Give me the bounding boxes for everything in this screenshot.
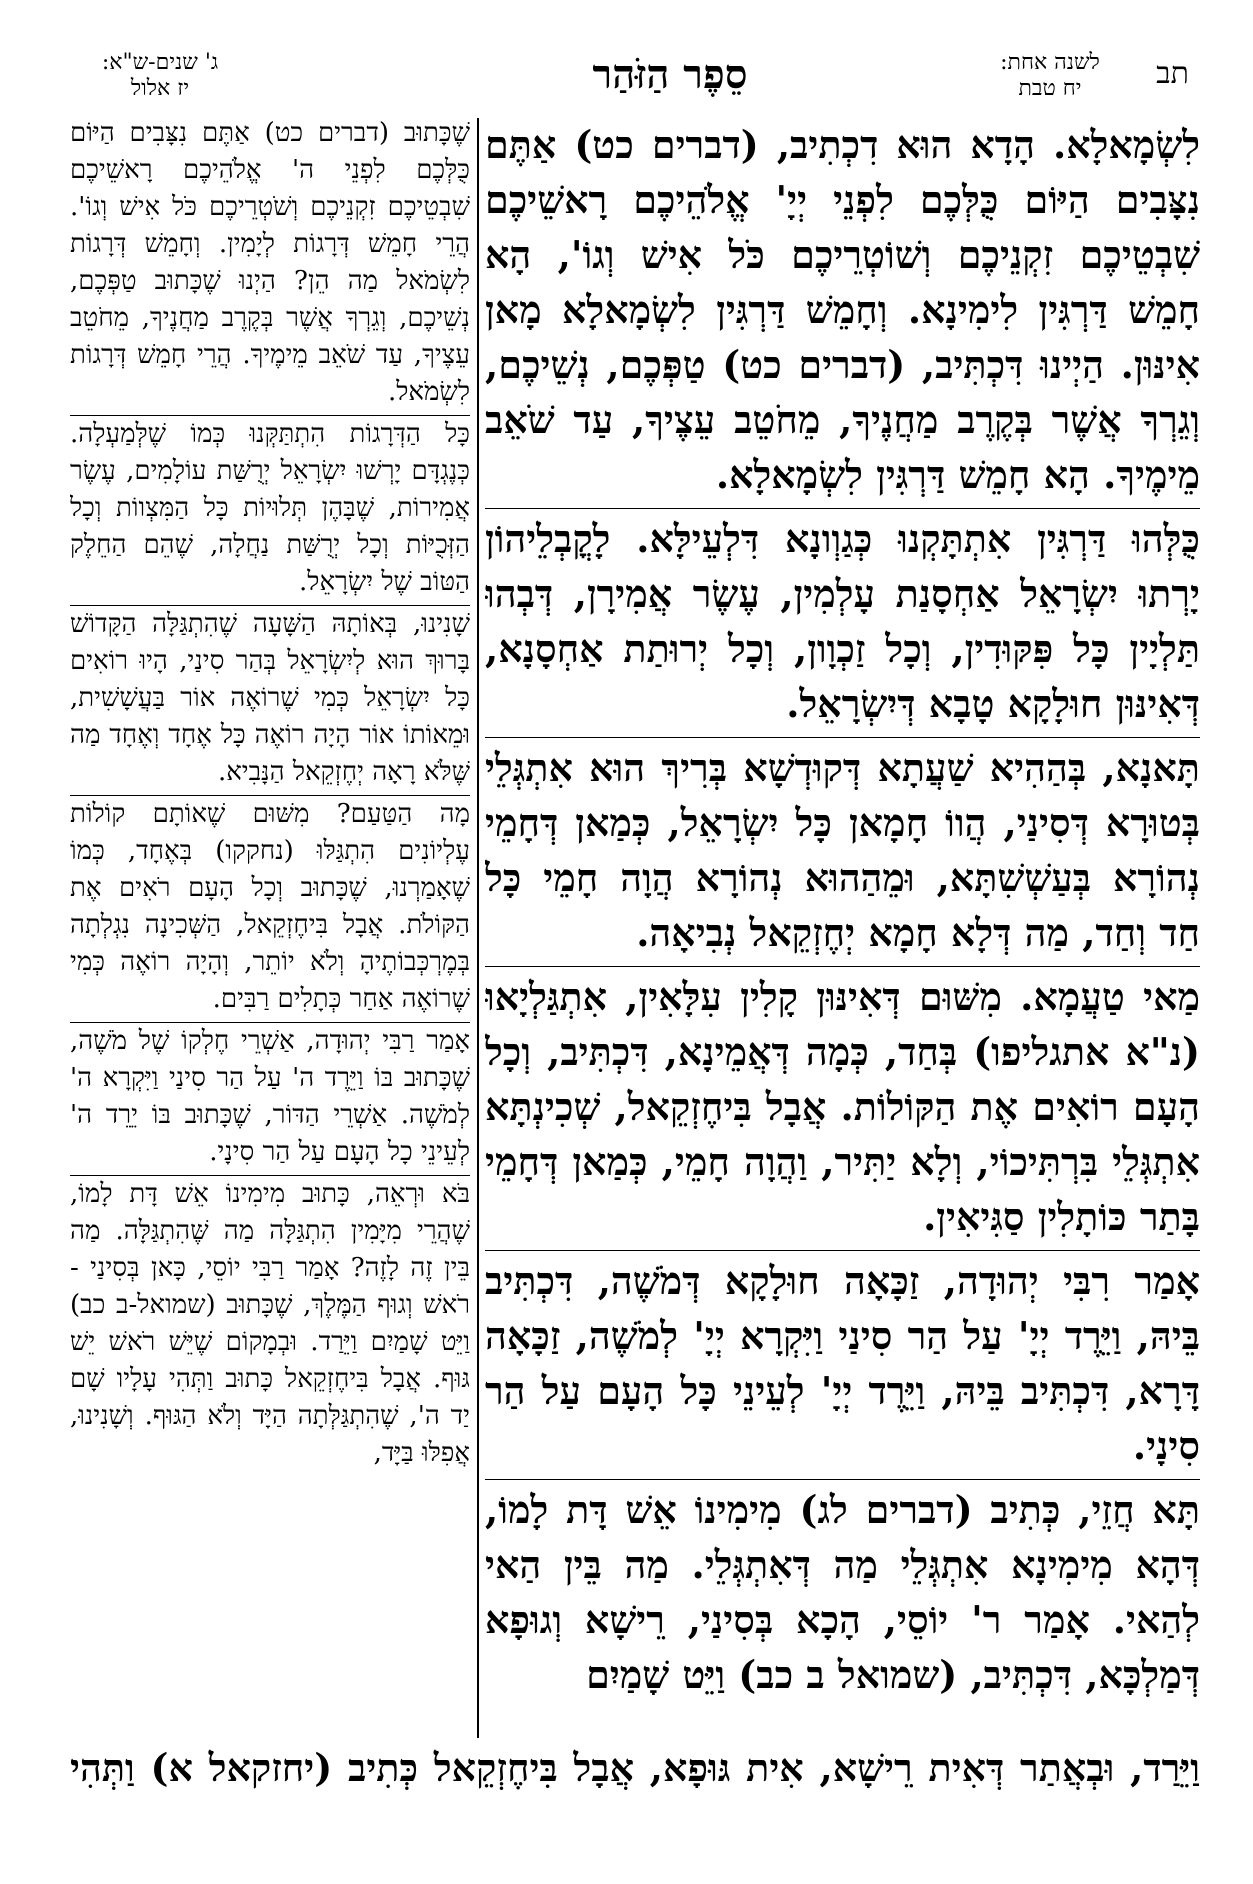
schedule-one-year-date: יח טבת	[1018, 76, 1082, 101]
translation-paragraph: שָׁנִינוּ, בְּאוֹתָהּ הַשָּׁעָה שֶׁהִתְגַּלָּה הַקָּדוֹשׁ בָּרוּךְ הוּא לְיִשְׂרָאֵל בְּהַר סִינַי, הָיוּ רוֹאִים כָּל יִשְׂרָאֵל כְּמִי שֶׁרוֹאֶה אוֹר בַּעֲשָׁשִׁית, וּמֵאוֹתוֹ אוֹר הָיָה רוֹאֶה כָּל אֶחָד וְאֶחָד מַה שֶּׁלֹּא רָאָה יְחֶזְקֵאל הַנָּבִיא.	[70, 606, 470, 796]
schedule-one-year	[980, 50, 1120, 102]
aramaic-paragraph: לִשְׂמָאלָא. הָדָא הוּא דִכְתִיב, (דברים כט) אַתֶּם נִצָּבִים הַיּוֹם כֻּלְּכֶם לִפְנֵי יְיָ' אֱלֹהֵיכֶם רָאשֵׁיכֶם שִׁבְטֵיכֶם זִקְנֵיכֶם וְשׁוֹטְרֵיכֶם כֹּל אִישׁ וְגוֹ', הָא חָמֵשׁ דַּרְגִּין לִימִינָא. וְחָמֵשׁ דַּרְגִּין לִשְׂמָאלָא מָאן אִינּוּן. הַיְינוּ דִּכְתִּיב, (דברים כט) טַפְּכֶם, נְשֵׁיכֶם, וְגֵרְךָ אֲשֶׁר בְּקֶרֶב מַחֲנֶיךָ, מֵחֹטֵב עֵצֶיךָ, עַד שֹׁאֵב מֵימֶיךָ. הָא חָמֵשׁ דַּרְגִּין לִשְׂמָאלָא.	[485, 115, 1200, 509]
schedule-three-years	[70, 50, 250, 102]
column-divider	[477, 118, 479, 1738]
aramaic-paragraph: תָּאנָא, בְּהַהִיא שַׁעֲתָא דְּקוּדְשָׁא בְּרִיךְ הוּא אִתְגְּלֵי בְּטוּרָא דְּסִינַי, הֲווֹ חָמָאן כָּל יִשְׂרָאֵל, כְּמַאן דְּחָמֵי נְהוֹרָא בְּעַשְׁשִׁתָּא, וּמֵהַהוּא נְהוֹרָא הֲוָה חָמֵי כָּל חַד וְחַד, מַה דְּלָא חָמָא יְחֶזְקֵאל נְבִיאָה.	[485, 738, 1200, 967]
translation-paragraph: מָה הַטַּעַם? מִשּׁוּם שֶׁאוֹתָם קוֹלוֹת עֶלְיוֹנִים הִתְגַּלּוּ (נחקקו) בְּאֶחָד, כְּמוֹ שֶׁאָמַרְנוּ, שֶׁכָּתוּב וְכָל הָעָם רֹאִים אֶת הַקּוֹלֹת. אֲבָל בִּיחֶזְקֵאל, הַשְּׁכִינָה נִגְלְתָה בְּמֶרְכְּבוֹתֶיהָ וְלֹא יוֹתֵר, וְהָיָה רוֹאֶה כְּמִי שֶׁרוֹאֶה אַחַר כְּתָלִים רַבִּים.	[70, 796, 470, 1023]
schedule-one-year-label: לשנה אחת:	[1000, 50, 1100, 75]
aramaic-paragraph: כֻּלְּהוּ דַּרְגִּין אִתְתָּקְנוּ כְּגַוְונָא דִּלְעֵילָּא. לָקֳבְלֵיהוֹן יָרְתוּ יִשְׂרָאֵל אַחְסָנַת עָלְמִין, עֶשֶׂר אֲמִירָן, דְּבְהוּ תַּלְיָין כָּל פִּקּוּדִין, וְכָל זַכְוָון, וְכָל יְרוּתַת אַחְסָנָא, דְּאִינּוּן חוּלָקָא טָבָא דְּיִשְׂרָאֵל.	[485, 509, 1200, 738]
schedule-three-years-label: ג' שנים-ש"א:	[101, 50, 219, 75]
aramaic-paragraph: מַאי טַעֲמָא. מִשּׁוּם דְּאִינּוּן קָלִין עִלָּאִין, אִתְגַּלְיָאוּ (נ"א אתגליפו) בְּחַד, כְּמָה דְּאֲמֵינָא, דִּכְתִּיב, וְכָל הָעָם רוֹאִים אֶת הַקּוֹלוֹת. אֲבָל בִּיחֶזְקֵאל, שְׁכִינְתָּא אִתְגְּלֵי בִּרְתִּיכוֹי, וְלָא יַתִּיר, וַהֲוָה חָמֵי, כְּמַאן דְּחָמֵי בָּתַר כּוֹתָלִין סַגִּיאִין.	[485, 967, 1200, 1251]
footer-continuation-line: וַיֵּרַד, וּבְאֲתַר דְּאִית רֵישָׁא, אִית גּוּפָא, אֲבָל בִּיחֶזְקֵאל כְּתִיב (יחזקאל א) וַתְּהִי	[70, 1745, 1200, 1790]
aramaic-paragraph: אָמַר רִבִּי יְהוּדָה, זַכָּאָה חוּלָקָא דְּמֹשֶׁה, דִּכְתִּיב בֵּיהּ, וַיֵּרֶד יְיָ' עַל הַר סִינַי וַיִּקְרָא יְיָ' לְמֹשֶׁה, זַכָּאָה דָּרָא, דִּכְתִּיב בֵּיהּ, וַיֵּרֶד יְיָ' לְעֵינֵי כָּל הָעָם עַל הַר סִינָי.	[485, 1251, 1200, 1480]
page-number: תב	[1156, 56, 1189, 91]
aramaic-column	[485, 115, 1200, 1740]
schedule-three-years-date: יז אלול	[130, 76, 190, 101]
translation-paragraph: שֶׁכָּתוּב (דברים כט) אַתֶּם נִצָּבִים הַיּוֹם כֻּלְּכֶם לִפְנֵי ה' אֱלֹהֵיכֶם רָאשֵׁיכֶם שִׁבְטֵיכֶם זִקְנֵיכֶם וְשֹׁטְרֵיכֶם כֹּל אִישׁ וְגוֹ'. הֲרֵי חָמֵשׁ דְּרָגוֹת לְיָמִין. וְחָמֵשׁ דְּרָגוֹת לִשְׂמֹאל מַה הֵן? הַיְנוּ שֶׁכָּתוּב טַפְּכֶם, נְשֵׁיכֶם, וְגֵרְךָ אֲשֶׁר בְּקֶרֶב מַחֲנֶיךָ, מֵחֹטֵב עֵצֶיךָ, עַד שֹׁאֵב מֵימֶיךָ. הֲרֵי חָמֵשׁ דְּרָגוֹת לִשְׂמֹאל.	[70, 115, 470, 416]
translation-paragraph: בֹּא וּרְאֵה, כָּתוּב מִימִינוֹ אֵשׁ דָּת לָמוֹ, שֶׁהֲרֵי מִיָּמִין הִתְגַּלָּה מַה שֶּׁהִתְגַּלָּה. מַה בֵּין זֶה לָזֶה? אָמַר רַבִּי יוֹסֵי, כָּאן בְּסִינַי - רֹאשׁ וְגוּף הַמֶּלֶךְ, שֶׁכָּתוּב (שמואל-ב כב) וַיֵּט שָׁמַיִם וַיֵּרַד. וּבְמָקוֹם שֶׁיֵּשׁ רֹאשׁ יֵשׁ גּוּף. אֲבָל בִּיחֶזְקֵאל כָּתוּב וַתְּהִי עָלָיו שָׁם יַד ה', שֶׁהִתְגַּלְּתָה הַיָּד וְלֹא הַגּוּף. וְשָׁנִינוּ, אֲפִלּוּ בַּיָּד,	[70, 1179, 470, 1468]
aramaic-paragraph: תָּא חֲזֵי, כְּתִיב (דברים לג) מִימִינוֹ אֵשׁ דָּת לָמוֹ, דְּהָא מִימִינָא אִתְגְּלֵי מַה דְּאִתְגְּלֵי. מַה בֵּין הַאי לְהַאי. אָמַר ר' יוֹסֵי, הָכָא בְּסִינַי, רֵישָׁא וְגוּפָא דְּמַלְכָּא, דִּכְתִּיב, (שמואל ב כב) וַיֵּט שָׁמַיִם	[485, 1487, 1200, 1697]
page-header	[70, 50, 1200, 102]
translation-paragraph: אָמַר רַבִּי יְהוּדָה, אַשְׁרֵי חֶלְקוֹ שֶׁל מֹשֶׁה, שֶׁכָּתוּב בּוֹ וַיֵּרֶד ה' עַל הַר סִינַי וַיִּקְרָא ה' לְמֹשֶׁה. אַשְׁרֵי הַדּוֹר, שֶׁכָּתוּב בּוֹ יֵרֵד ה' לְעֵינֵי כָל הָעָם עַל הַר סִינָי.	[70, 1023, 470, 1176]
translation-column	[70, 115, 470, 1740]
translation-paragraph: כָּל הַדְּרָגוֹת הִתְתַּקְּנוּ כְּמוֹ שֶׁלְּמַעְלָה. כְּנֶגְדָּם יָרְשׁוּ יִשְׂרָאֵל יְרֻשַּׁת עוֹלָמִים, עֶשֶׂר אֲמִירוֹת, שֶׁבָּהֶן תְּלוּיוֹת כָּל הַמִּצְווֹת וְכָל הַזְּכֻיּוֹת וְכָל יְרֻשַּׁת נַחֲלָה, שֶׁהֵם הַחֵלֶק הַטּוֹב שֶׁל יִשְׂרָאֵל.	[70, 416, 470, 606]
page-title: סֵפֶר הַזֹּהַר	[592, 51, 748, 98]
